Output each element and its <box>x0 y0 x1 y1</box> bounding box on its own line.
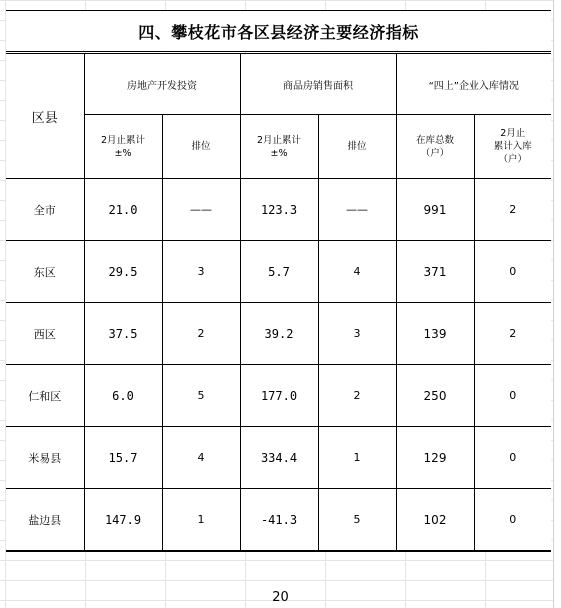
enterprise-new: 0 <box>474 427 551 489</box>
sales-change: 39.2 <box>240 303 318 365</box>
header-row-groups <box>6 54 551 115</box>
region-name: 全市 <box>6 179 84 241</box>
sales-change: 123.3 <box>240 179 318 241</box>
region-name: 仁和区 <box>6 365 84 427</box>
sales-change: 334.4 <box>240 427 318 489</box>
investment-change: 37.5 <box>84 303 162 365</box>
header-enterprise-total: 在库总数 （户） <box>396 115 474 179</box>
investment-change: 6.0 <box>84 365 162 427</box>
enterprise-total: 129 <box>396 427 474 489</box>
enterprise-new: 2 <box>474 303 551 365</box>
enterprise-new: 0 <box>474 489 551 552</box>
header-region: 区县 <box>6 54 84 179</box>
table-row <box>6 303 551 365</box>
enterprise-total: 991 <box>396 179 474 241</box>
enterprise-total: 371 <box>396 241 474 303</box>
enterprise-new: 2 <box>474 179 551 241</box>
investment-rank: 1 <box>162 489 240 552</box>
header-sales-change: 2月止累计 ±% <box>240 115 318 179</box>
investment-rank: 5 <box>162 365 240 427</box>
sales-rank: 5 <box>318 489 396 552</box>
table-row <box>6 365 551 427</box>
header-group-investment: 房地产开发投资 <box>84 54 240 115</box>
investment-rank: 3 <box>162 241 240 303</box>
region-name: 盐边县 <box>6 489 84 552</box>
sales-rank: 3 <box>318 303 396 365</box>
header-investment-rank: 排位 <box>162 115 240 179</box>
sales-rank: 1 <box>318 427 396 489</box>
enterprise-new: 0 <box>474 241 551 303</box>
sales-rank: 2 <box>318 365 396 427</box>
sales-change: -41.3 <box>240 489 318 552</box>
investment-change: 147.9 <box>84 489 162 552</box>
enterprise-new: 0 <box>474 365 551 427</box>
region-name: 东区 <box>6 241 84 303</box>
header-group-enterprises: “四上”企业入库情况 <box>396 54 551 115</box>
sales-rank: —— <box>318 179 396 241</box>
sales-change: 177.0 <box>240 365 318 427</box>
sales-change: 5.7 <box>240 241 318 303</box>
table-row <box>6 427 551 489</box>
header-sales-rank: 排位 <box>318 115 396 179</box>
investment-change: 21.0 <box>84 179 162 241</box>
economic-indicators-table <box>6 53 551 552</box>
investment-change: 15.7 <box>84 427 162 489</box>
window-edge <box>553 0 561 608</box>
table-title: 四、攀枝花市各区县经济主要经济指标 <box>6 10 551 52</box>
header-row-subs <box>6 115 551 179</box>
enterprise-total: 250 <box>396 365 474 427</box>
table-row <box>6 241 551 303</box>
header-group-sales-area: 商品房销售面积 <box>240 54 396 115</box>
investment-rank: —— <box>162 179 240 241</box>
enterprise-total: 102 <box>396 489 474 552</box>
header-enterprise-new: 2月止 累计入库 （户） <box>474 115 551 179</box>
region-name: 西区 <box>6 303 84 365</box>
region-name: 米易县 <box>6 427 84 489</box>
investment-change: 29.5 <box>84 241 162 303</box>
table-row <box>6 489 551 552</box>
header-investment-change: 2月止累计 ±% <box>84 115 162 179</box>
sales-rank: 4 <box>318 241 396 303</box>
table-row <box>6 179 551 241</box>
enterprise-total: 139 <box>396 303 474 365</box>
investment-rank: 2 <box>162 303 240 365</box>
page-number: 20 <box>272 590 289 605</box>
investment-rank: 4 <box>162 427 240 489</box>
